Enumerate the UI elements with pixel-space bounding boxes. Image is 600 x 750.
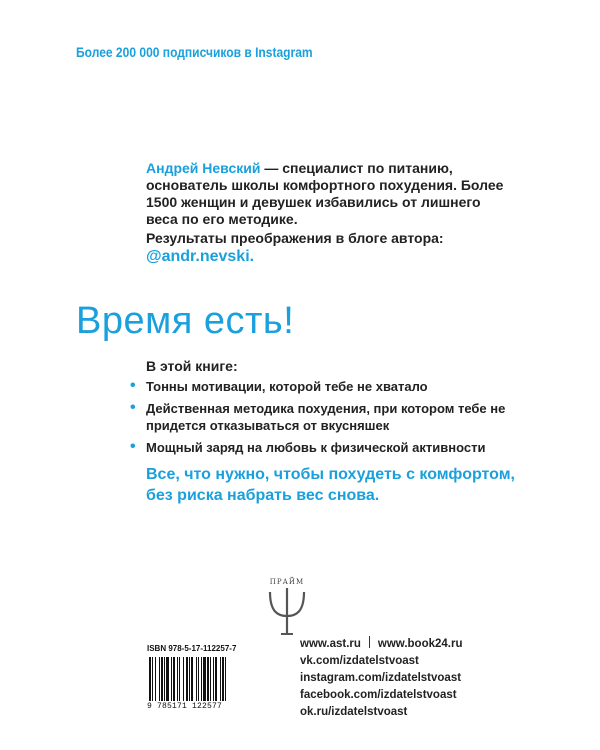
bullet-icon: •	[130, 438, 136, 455]
benefit-text: Тонны мотивации, которой тебе не хватало	[146, 379, 428, 394]
isbn-number: ISBN 978-5-17-112257-7	[147, 644, 237, 653]
barcode-block	[147, 644, 269, 711]
author-instagram-handle[interactable]: @andr.nevski.	[146, 248, 255, 265]
benefit-item	[130, 438, 526, 456]
link-instagram[interactable]: instagram.com/izdatelstvoast	[300, 672, 462, 684]
publisher-links	[300, 636, 462, 721]
barcode-digits: 9 785171 122577	[147, 702, 223, 711]
instagram-subscribers-tagline: Более 200 000 подписчиков в Instagram	[76, 44, 313, 60]
link-vk[interactable]: vk.com/izdatelstvoast	[300, 655, 419, 667]
headline: Время есть!	[76, 300, 295, 342]
benefit-text: Мощный заряд на любовь к физической активности	[146, 440, 486, 455]
blog-results-text: Результаты преображения в блоге автора:	[146, 230, 444, 246]
barcode-icon	[147, 657, 269, 701]
link-book24[interactable]: www.book24.ru	[377, 638, 463, 650]
psi-trident-icon	[264, 586, 310, 636]
author-name: Андрей Невский	[146, 160, 261, 176]
separator	[369, 636, 370, 648]
author-bio	[146, 160, 506, 228]
link-ast[interactable]: www.ast.ru	[300, 638, 361, 650]
bullet-icon: •	[130, 399, 136, 416]
bullet-icon: •	[130, 377, 136, 394]
benefits-list	[130, 377, 526, 461]
publisher-wordmark: ПРАЙМ	[269, 578, 305, 586]
link-facebook[interactable]: facebook.com/izdatelstvoast	[300, 689, 457, 701]
in-book-heading: В этой книге:	[146, 358, 238, 374]
benefit-text: Действенная методика похудения, при котором тебе не придется отказываться от вкусняшек	[146, 401, 506, 433]
publisher-logo	[264, 578, 310, 638]
link-ok[interactable]: ok.ru/izdatelstvoast	[300, 706, 408, 718]
benefit-item	[130, 377, 526, 395]
author-description: — специалист по питанию, основатель школы комфортного похудения. Более 1500 женщин и девушек избавились от лишнего веса по его методике.	[146, 160, 504, 227]
book-promise: Все, что нужно, чтобы похудеть с комфортом, без риска набрать вес снова.	[146, 466, 515, 504]
benefit-item	[130, 399, 526, 434]
website-links-row	[300, 636, 462, 653]
